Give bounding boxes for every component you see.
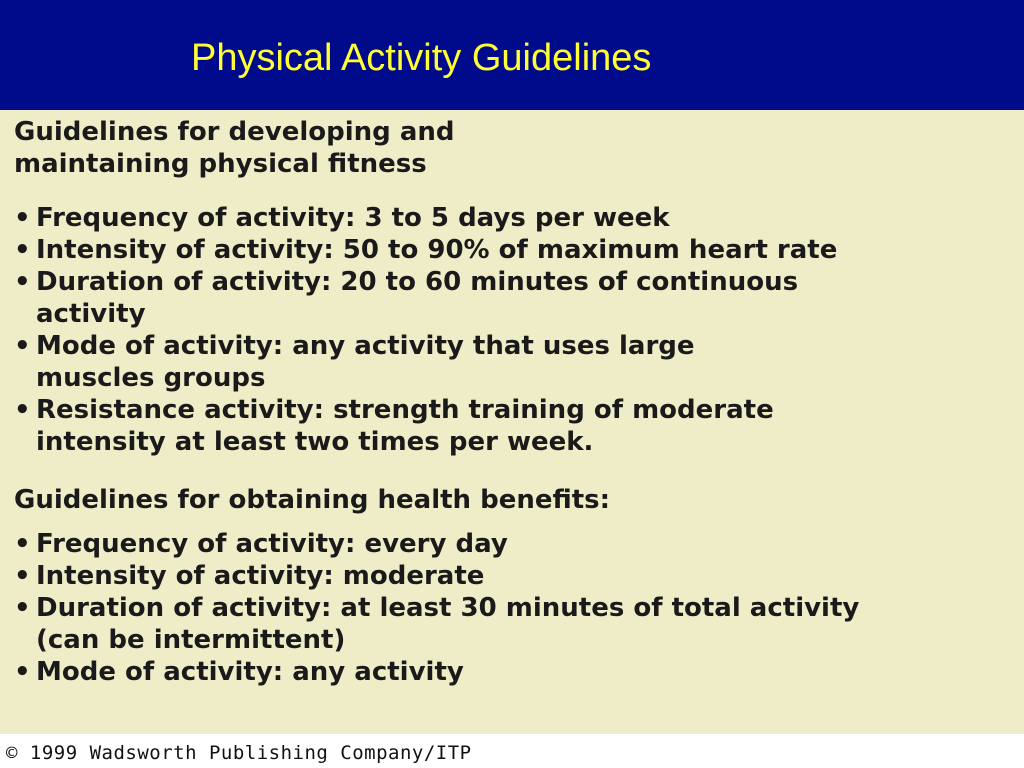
footer (0, 734, 1024, 768)
list-item (14, 202, 837, 234)
bullet-icon: • (14, 529, 31, 559)
list-item (14, 592, 859, 656)
fitness-guidelines-list (14, 202, 837, 458)
health-guidelines-section (14, 484, 859, 688)
bullet-icon: • (14, 267, 31, 297)
bullet-icon: • (14, 395, 31, 425)
list-item-continuation: intensity at least two times per week. (36, 427, 594, 457)
list-item-continuation: (can be intermittent) (36, 625, 346, 655)
bullet-icon: • (14, 593, 31, 623)
list-item (14, 266, 837, 330)
list-item (14, 330, 837, 394)
list-item-continuation: activity (36, 299, 146, 329)
list-item-text: Frequency of activity: every day (36, 529, 508, 559)
bullet-icon: • (14, 657, 31, 687)
health-guidelines-list (14, 528, 859, 688)
list-item (14, 656, 859, 688)
list-item (14, 234, 837, 266)
list-item-text: Duration of activity: 20 to 60 minutes of continuous (36, 267, 799, 297)
bullet-icon: • (14, 235, 31, 265)
list-item-text: Mode of activity: any activity (36, 657, 464, 687)
bullet-icon: • (14, 561, 31, 591)
health-guidelines-heading: Guidelines for obtaining health benefits: (14, 485, 611, 515)
fitness-guidelines-heading: Guidelines for developing and maintaining physical fitness (14, 117, 455, 179)
content-panel (0, 110, 1024, 734)
bullet-icon: • (14, 203, 31, 233)
list-item-text: Mode of activity: any activity that uses large (36, 331, 695, 361)
list-item (14, 560, 859, 592)
copyright-notice: © 1999 Wadsworth Publishing Company/ITP (6, 742, 472, 764)
list-item-text: Frequency of activity: 3 to 5 days per week (36, 203, 670, 233)
title-bar (0, 0, 1024, 110)
slide-title: Physical Activity Guidelines (191, 37, 652, 79)
list-item (14, 528, 859, 560)
fitness-guidelines-section (14, 116, 837, 458)
list-item-text: Intensity of activity: moderate (36, 561, 485, 591)
list-item (14, 394, 837, 458)
bullet-icon: • (14, 331, 31, 361)
list-item-text: Intensity of activity: 50 to 90% of maximum heart rate (36, 235, 838, 265)
list-item-text: Resistance activity: strength training of moderate (36, 395, 774, 425)
list-item-continuation: muscles groups (36, 363, 266, 393)
list-item-text: Duration of activity: at least 30 minutes of total activity (36, 593, 860, 623)
